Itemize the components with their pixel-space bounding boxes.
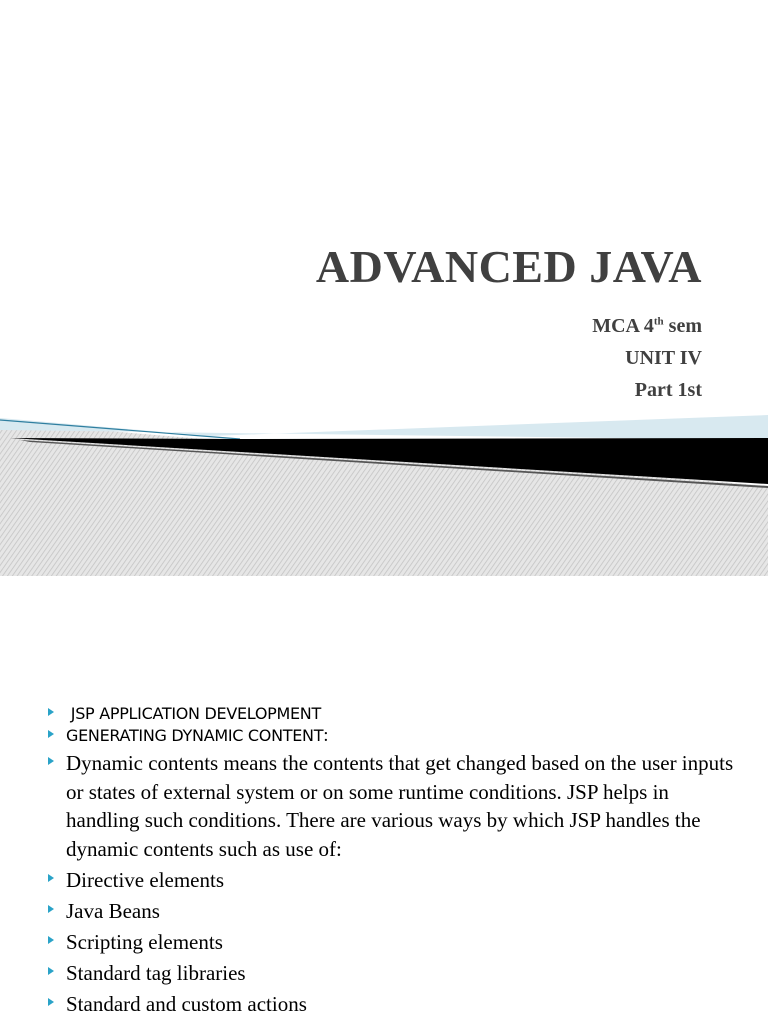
bullet-text: JSP APPLICATION DEVELOPMENT [66,704,321,723]
bullet-arrow-icon [48,874,54,882]
bullet-arrow-icon [48,708,54,716]
course-line [592,310,702,342]
list-item [47,990,737,1019]
bullet-arrow-icon [48,967,54,975]
part-line: Part 1st [634,379,702,401]
bullet-text: Dynamic contents means the contents that get changed based on the user inputs or states of external system or on some runtime conditions. JSP helps in handling such conditions. There are various ways by which JSP handles the dynamic contents such as use of: [66,751,734,861]
list-item [47,897,737,926]
bullet-arrow-icon [48,757,54,765]
bullet-list [47,703,737,1018]
bullet-arrow-icon [48,936,54,944]
bullet-arrow-icon [48,905,54,913]
course-suffix: sem [663,315,702,337]
bullet-text: Directive elements [66,867,225,892]
content-slide [0,576,768,1024]
unit-line: UNIT IV [625,347,702,369]
course-superscript: th [653,315,664,328]
course-prefix: MCA 4 [592,315,654,337]
bullet-text: Standard tag libraries [66,960,246,985]
bullet-text: Java Beans [66,898,160,923]
list-item [47,866,737,895]
bullet-heading-text: GENERATING DYNAMIC CONTENT [66,726,324,745]
bullet-text: Standard and custom actions [66,991,307,1016]
list-item [47,749,737,863]
list-item [47,959,737,988]
bullet-arrow-icon [48,998,54,1006]
slide-subtitle [592,310,702,406]
list-item [47,928,737,957]
list-item [47,703,737,724]
bullet-text: Scripting elements [66,929,223,954]
list-item [47,725,737,746]
bullet-arrow-icon [48,730,54,738]
slide-title: ADVANCED JAVA [315,241,702,292]
heading-colon: : [323,725,329,746]
